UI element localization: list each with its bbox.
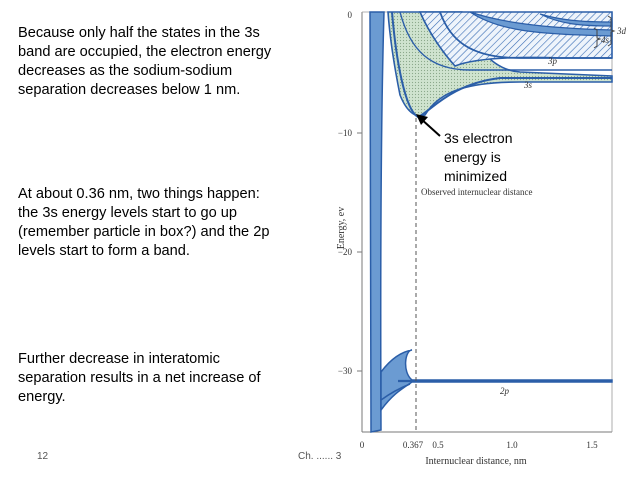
annotation-line-3: minimized — [444, 168, 508, 184]
x-tick-0367: 0.367 — [402, 440, 424, 450]
x-tick-15: 1.5 — [586, 440, 598, 450]
x-tick-0: 0 — [359, 440, 365, 450]
y-tick-minus30: −30 — [337, 366, 352, 376]
chapter-label: Ch. ...... 3 — [298, 451, 342, 462]
minimum-arrow — [416, 114, 440, 136]
slide-number: 12 — [37, 451, 49, 462]
annotation-line-1: 3s electron — [444, 130, 513, 146]
x-tick-05: 0.5 — [432, 440, 444, 450]
observed-distance-label: Observed internuclear distance — [421, 187, 533, 197]
y-tick-minus20: −20 — [337, 247, 352, 257]
y-tick-minus10: −10 — [337, 128, 352, 138]
label-4s: 4s — [601, 35, 610, 45]
x-axis-label: Internuclear distance, nm — [425, 456, 527, 467]
paragraph-3s-band: Because only half the states in the 3s band are occupied, the electron energy decreases as the sodium-sodium separation decreases below 1 nm. — [18, 25, 272, 98]
paragraph-036nm: At about 0.36 nm, two things happen: the 3s energy levels start to go up (remember particle in box?) and the 2p levels start to form a band. — [18, 186, 270, 259]
y-axis-label: Energy, ev — [336, 206, 347, 250]
paragraph-net-increase: Further decrease in interatomic separation results in a net increase of energy. — [18, 351, 261, 405]
label-3s: 3s — [524, 80, 533, 90]
y-tick-marks — [357, 133, 362, 371]
x-tick-10: 1.0 — [506, 440, 518, 450]
label-3d: 3d — [617, 26, 626, 36]
core-wall-band — [370, 12, 384, 432]
y-tick-0: 0 — [347, 10, 352, 20]
annotation-line-2: energy is — [444, 149, 501, 165]
label-2p: 2p — [500, 386, 509, 396]
label-3p: 3p — [548, 56, 557, 66]
